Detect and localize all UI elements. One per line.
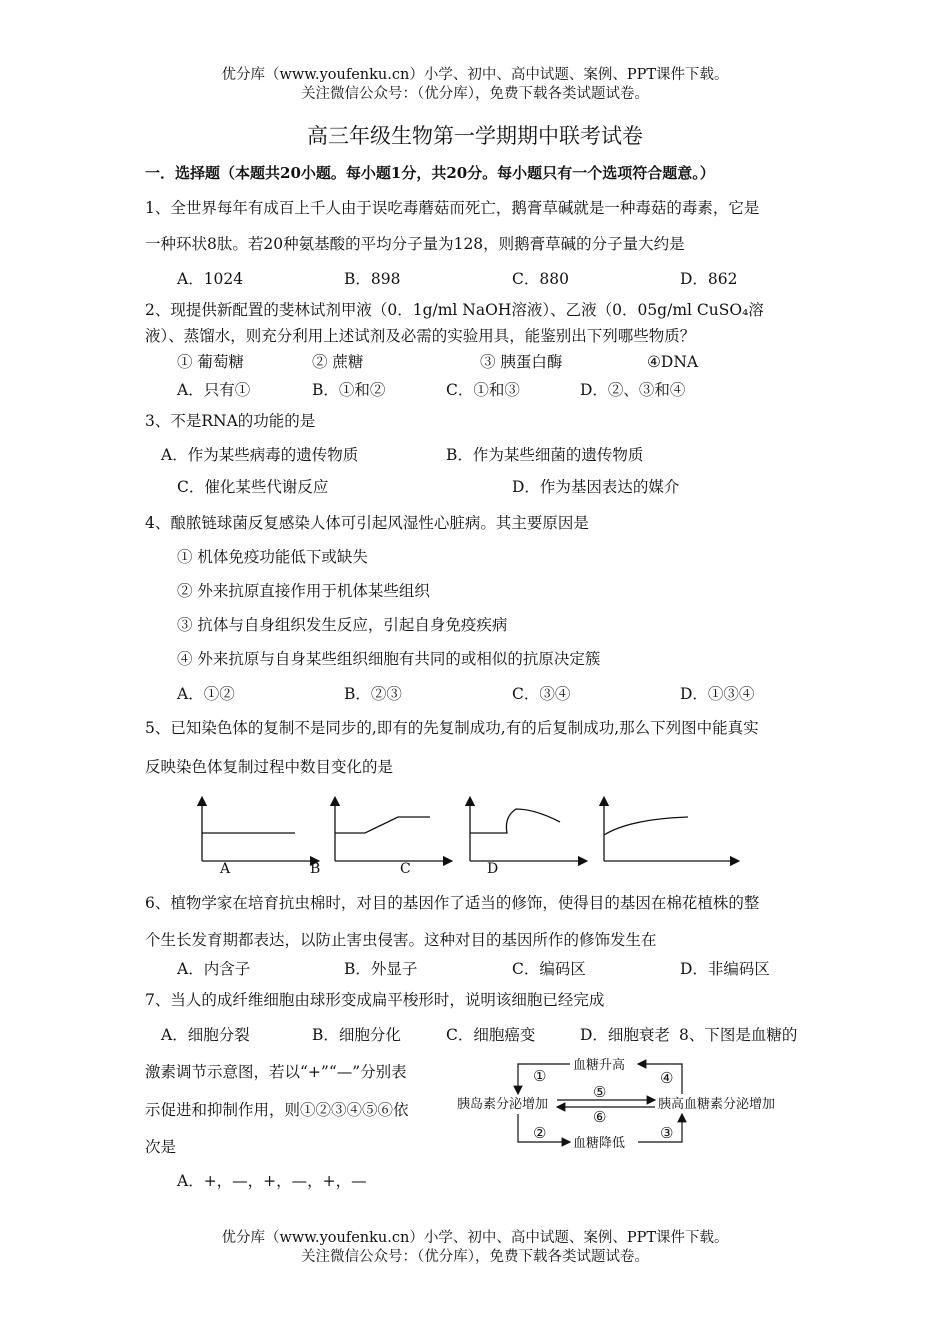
q4-option-a: A．①② <box>177 685 235 703</box>
q5-stem-line-2: 反映染色体复制过程中数目变化的是 <box>145 758 394 776</box>
q5-graphs <box>180 795 750 880</box>
section-heading: 一．选择题（本题共20小题。每小题1分，共20分。每小题只有一个选项符合题意。） <box>145 164 715 182</box>
q5-stem-line-1: 5、已知染色体的复制不是同步的,即有的先复制成功,有的后复制成功,那么下列图中能真实 <box>145 719 759 737</box>
label-5: ⑤ <box>593 1083 607 1101</box>
q2-option-a: A．只有① <box>177 381 251 399</box>
label-1: ① <box>533 1067 547 1085</box>
node-blood-sugar-down: 血糖降低 <box>573 1136 626 1151</box>
label-4: ④ <box>660 1069 674 1087</box>
q3-option-c: C．催化某些代谢反应 <box>177 478 329 496</box>
q2-item-1: ① 葡萄糖 <box>177 353 244 371</box>
q1-stem-line-1: 1、全世界每年有成百上千人由于误吃毒蘑菇而死亡，鹅膏草碱就是一种毒菇的毒素，它是 <box>145 199 760 217</box>
q2-item-2: ② 蔗糖 <box>312 353 364 371</box>
q2-option-c: C．①和③ <box>446 381 520 399</box>
label-2: ② <box>533 1124 547 1142</box>
q8-diagram <box>455 1050 795 1155</box>
page-title: 高三年级生物第一学期期中联考试卷 <box>307 124 643 148</box>
q6-option-c: C．编码区 <box>512 960 586 978</box>
q2-option-d: D．②、③和④ <box>580 381 686 399</box>
q7-option-c: C．细胞癌变 <box>446 1026 536 1044</box>
node-insulin: 胰岛素分泌增加 <box>457 1097 549 1112</box>
header-line-2: 关注微信公众号：（优分库），免费下载各类试题试卷。 <box>301 86 649 102</box>
graph-d <box>470 801 583 861</box>
label-6: ⑥ <box>593 1108 607 1126</box>
q4-option-b: B．②③ <box>344 685 402 703</box>
graph-label-b: B <box>310 861 321 877</box>
q7-option-a: A．细胞分裂 <box>161 1026 250 1044</box>
q4-item-4: ④ 外来抗原与自身某些组织细胞有共同的或相似的抗原决定簇 <box>177 650 601 668</box>
q4-item-2: ② 外来抗原直接作用于机体某些组织 <box>177 582 430 600</box>
q2-option-b: B．①和② <box>312 381 386 399</box>
footer-line-2: 关注微信公众号：（优分库），免费下载各类试题试卷。 <box>301 1249 649 1265</box>
graph-label-a: A <box>220 861 231 877</box>
label-3: ③ <box>660 1124 674 1142</box>
q1-option-c: C．880 <box>512 270 569 288</box>
q2-stem-line-2: 液）、蒸馏水，则充分利用上述试剂及必需的实验用具，能鉴别出下列哪些物质？ <box>145 327 696 345</box>
graph-c <box>335 801 448 861</box>
q7-option-b: B．细胞分化 <box>312 1026 401 1044</box>
q6-option-a: A．内含子 <box>177 960 251 978</box>
q4-item-1: ① 机体免疫功能低下或缺失 <box>177 548 368 566</box>
graph-label-c: C <box>400 861 411 877</box>
q1-option-a: A．1024 <box>177 270 244 288</box>
graph-a <box>202 801 315 861</box>
header-line-1: 优分库（www.youfenku.cn）小学、初中、高中试题、案例、PPT课件下载。 <box>221 67 729 83</box>
q8-stem-lead: 8、下图是血糖的 <box>679 1026 798 1044</box>
q8-stem-line-3: 示促进和抑制作用，则①②③④⑤⑥依 <box>145 1101 409 1119</box>
q8-stem-line-2: 激素调节示意图，若以“+”“—”分别表 <box>145 1063 407 1081</box>
q3-option-a: A．作为某些病毒的遗传物质 <box>161 446 359 464</box>
footer-line-1: 优分库（www.youfenku.cn）小学、初中、高中试题、案例、PPT课件下载。 <box>221 1230 729 1246</box>
q1-option-b: B．898 <box>344 270 401 288</box>
q6-stem-line-2: 个生长发育期都表达，以防止害虫侵害。这种对目的基因所作的修饰发生在 <box>145 931 657 949</box>
q6-stem-line-1: 6、植物学家在培育抗虫棉时，对目的基因作了适当的修饰，使得目的基因在棉花植株的整 <box>145 894 760 912</box>
q2-item-4: ④DNA <box>647 353 699 371</box>
q2-item-3: ③ 胰蛋白酶 <box>480 353 563 371</box>
q4-option-d: D．①③④ <box>680 685 755 703</box>
q3-option-d: D．作为基因表达的媒介 <box>512 478 680 496</box>
q3-stem: 3、不是RNA的功能的是 <box>145 412 316 430</box>
q6-option-b: B．外显子 <box>344 960 418 978</box>
graph-label-d: D <box>487 861 499 877</box>
q8-option-a: A．+，—，+，—，+，— <box>177 1172 367 1190</box>
node-glucagon: 胰高血糖素分泌增加 <box>658 1097 776 1112</box>
q7-option-d: D．细胞衰老 <box>580 1026 670 1044</box>
q4-option-c: C．③④ <box>512 685 571 703</box>
q8-stem-line-4: 次是 <box>145 1138 177 1156</box>
graph-4 <box>604 801 735 861</box>
q7-stem: 7、当人的成纤维细胞由球形变成扁平梭形时，说明该细胞已经完成 <box>145 991 605 1009</box>
node-blood-sugar-up: 血糖升高 <box>573 1058 626 1073</box>
q1-stem-line-2: 一种环状8肽。若20种氨基酸的平均分子量为128，则鹅膏草碱的分子量大约是 <box>145 235 685 253</box>
q4-stem: 4、酿脓链球菌反复感染人体可引起风湿性心脏病。其主要原因是 <box>145 514 589 532</box>
q3-option-b: B．作为某些细菌的遗传物质 <box>446 446 644 464</box>
q4-item-3: ③ 抗体与自身组织发生反应，引起自身免疫疾病 <box>177 616 508 634</box>
q1-option-d: D．862 <box>680 270 738 288</box>
q2-stem-line-1: 2、现提供新配置的斐林试剂甲液（0．1g/ml NaOH溶液）、乙液（0．05g/ml CuSO₄溶 <box>145 301 764 319</box>
q6-option-d: D．非编码区 <box>680 960 770 978</box>
